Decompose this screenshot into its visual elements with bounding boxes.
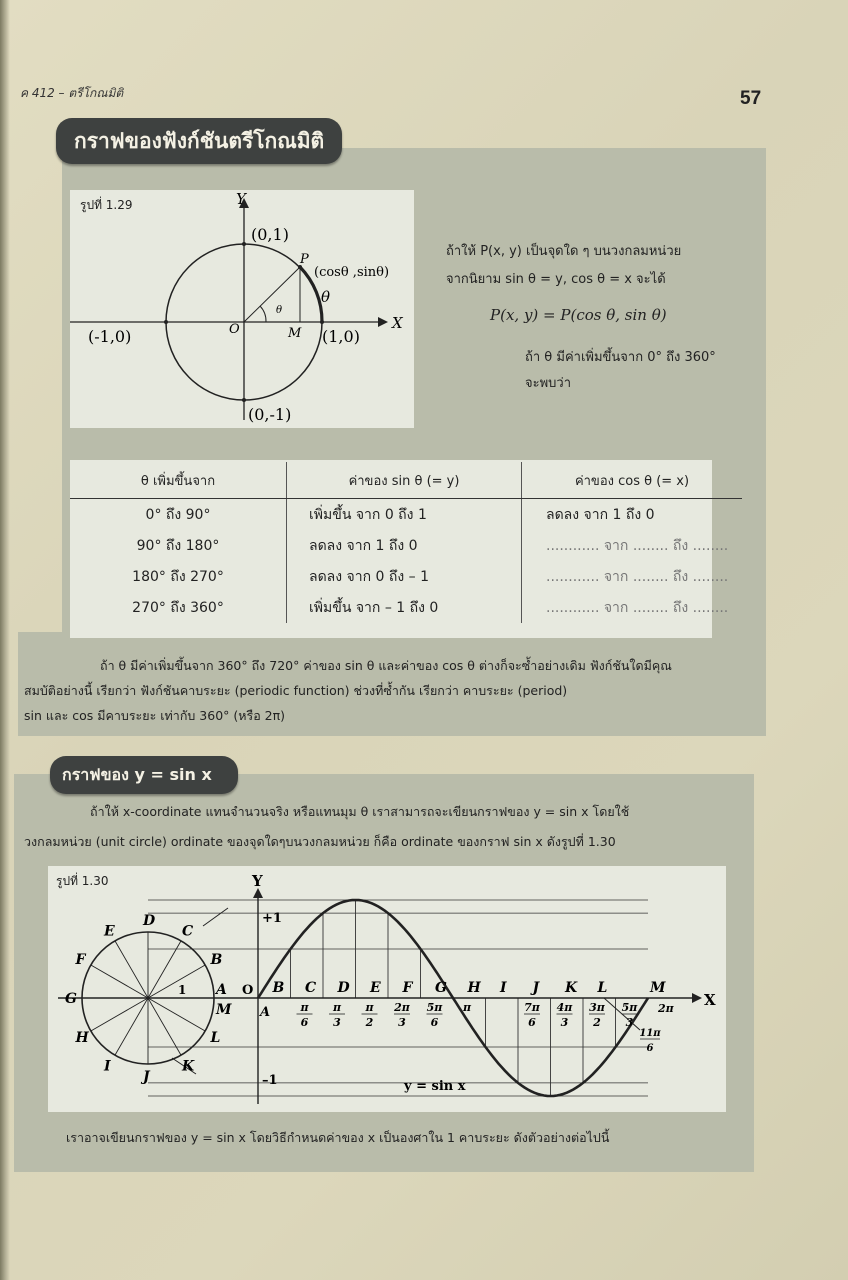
table-cell-cos: ลดลง จาก 1 ถึง 0 (546, 506, 655, 523)
tick-den: 3 (560, 1016, 569, 1029)
table-cell-theta: 90° ถึง 180° (70, 530, 287, 561)
label-origin: O (242, 983, 254, 998)
x-axis-arrow (378, 317, 388, 327)
curve-letter-d: D (337, 980, 350, 996)
s2-intro-line1: ถ้าให้ x-coordinate แทนจำนวนจริง หรือแทนมุม θ เราสามารถจะเขียนกราฟของ y = sin x โดยใช้ (90, 804, 630, 819)
point-0-neg1 (242, 398, 246, 402)
table-cell-sin: เพิ่มขึ้น จาก 0 ถึง 1 (287, 499, 522, 531)
table-cell-sin: ลดลง จาก 0 ถึง – 1 (287, 561, 522, 592)
curve-letter-j: J (532, 980, 540, 996)
circle-letter-g: G (65, 991, 77, 1007)
sine-graph-figure (48, 866, 726, 1112)
circle-letter-k: K (182, 1058, 195, 1075)
running-head: ค 412 – ตรีโกณมิติ (20, 86, 124, 100)
tick-den: 2 (593, 1016, 601, 1029)
table-cell-cos-blank: ............ จาก ........ ถึง ........ (546, 599, 729, 616)
tick-num: π (462, 1001, 472, 1014)
s1-text-line2: จากนิยาม sin θ = y, cos θ = x จะได้ (446, 272, 666, 287)
section1-title: กราฟของฟังก์ชันตรีโกณมิติ (56, 118, 342, 164)
circle-letter-b: B (210, 952, 223, 968)
figure-1-29-label: รูปที่ 1.29 (80, 198, 133, 212)
s1-text-line4: จะพบว่า (525, 376, 572, 391)
table-cell-sin: เพิ่มขึ้น จาก – 1 ถึง 0 (287, 592, 522, 623)
label-right-point: (1,0) (322, 327, 360, 346)
circle-letter-l: L (210, 1030, 221, 1046)
section2-title: กราฟของ y = sin x (50, 756, 238, 794)
table-cell-theta: 0° ถึง 90° (70, 499, 287, 531)
tick-den: 3 (398, 1016, 406, 1029)
tick-den: 6 (430, 1016, 439, 1029)
label-y-axis: Y (252, 872, 263, 890)
label-theta-angle: θ (276, 305, 283, 316)
circle-letter-e: E (104, 923, 115, 940)
tick-den: 3 (625, 1016, 634, 1029)
table-header-sin: ค่าของ sin θ (= y) (287, 462, 522, 499)
point-1-0 (320, 320, 324, 324)
tick-den: 3 (333, 1016, 341, 1029)
table-cell-cos-blank: ............ จาก ........ ถึง ........ (546, 537, 729, 554)
table-header-theta: θ เพิ่มขึ้นจาก (70, 462, 287, 499)
circle-letter-f: F (75, 952, 86, 968)
curve-letter-b: B (272, 980, 285, 996)
table-cell-theta: 270° ถึง 360° (70, 592, 287, 623)
tick-num: π (300, 1001, 309, 1014)
point-0-1 (242, 242, 246, 246)
table-row (70, 561, 742, 592)
circle-letter-a: A (216, 982, 227, 998)
s1-equation: P(x, y) = P(cos θ, sin θ) (490, 306, 667, 324)
tick-num: 7π (524, 1001, 540, 1014)
tick-den: 2 (365, 1016, 374, 1029)
radius-op (244, 267, 300, 322)
eleven-pi-six-den: 6 (646, 1043, 654, 1054)
label-m: M (288, 326, 302, 341)
circle-letter-h: H (75, 1030, 89, 1046)
curve-letter-c: C (305, 980, 317, 996)
tick-den: 6 (300, 1016, 309, 1029)
s1-text-line1: ถ้าให้ P(x, y) เป็นจุดใด ๆ บนวงกลมหน่วย (446, 244, 682, 259)
circle-letter-d: D (143, 913, 156, 929)
curve-point-letters (272, 980, 667, 996)
label-theta-arc: θ (321, 288, 331, 306)
tick-num: 2π (394, 1001, 410, 1014)
label-plus-one: +1 (262, 911, 282, 926)
label-bottom-point: (0,-1) (248, 405, 292, 424)
curve-letter-k: K (565, 980, 578, 996)
tick-num: 3π (589, 1001, 605, 1014)
s2-footer-text: เราอาจเขียนกราฟของ y = sin x โดยวิธีกำหนดค่าของ x เป็นองศาใน 1 คาบระยะ ดังตัวอย่างต่อไปนี้ (66, 1130, 610, 1145)
circle-letter-i: I (104, 1058, 111, 1075)
comparison-table (70, 462, 742, 623)
tick-num: 5π (621, 1001, 638, 1014)
circle-letter-c: C (182, 923, 194, 940)
tick-num: π (332, 1001, 342, 1014)
x-axis-arrow (692, 993, 702, 1003)
table-cell-theta: 180° ถึง 270° (70, 561, 287, 592)
c-pointer (203, 908, 228, 926)
curve-letter-h: H (467, 980, 481, 996)
s1-para-line2: สมบัติอย่างนี้ เรียกว่า ฟังก์ชันคาบระยะ (periodic function) ช่วงที่ซ้ำกัน เรียกว่า คาบระยะ (period) (24, 683, 568, 698)
curve-letter-l: L (597, 980, 608, 996)
s1-para-line1: ถ้า θ มีค่าเพิ่มขึ้นจาก 360° ถึง 720° ค่าของ sin θ และค่าของ cos θ ต่างก็จะซ้ำอย่างเดิม ฟังก์ชันใดมีคุณ (100, 658, 672, 673)
label-eleven-pi-six (639, 1028, 661, 1054)
curve-letter-g: G (435, 980, 447, 996)
s1-text-line3: ถ้า θ มีค่าเพิ่มขึ้นจาก 0° ถึง 360° (525, 350, 716, 365)
curve-letter-i: I (500, 980, 507, 996)
page-number: 57 (740, 88, 762, 109)
table-header-row (70, 462, 742, 499)
x-tick-labels (297, 1001, 639, 1029)
table-row (70, 530, 742, 561)
table-row (70, 499, 742, 531)
curve-letter-e: E (370, 980, 381, 996)
label-x-axis: X (392, 314, 403, 332)
circle-letter-m: M (216, 1002, 232, 1018)
label-two-pi: 2π (658, 1002, 674, 1015)
curve-letter-m: M (650, 980, 666, 996)
figure-1-30-label: รูปที่ 1.30 (56, 874, 109, 888)
label-left-point: (-1,0) (88, 327, 132, 346)
tick-num: 5π (426, 1001, 443, 1014)
label-curve: y = sin x (404, 1079, 466, 1094)
tick-den: 6 (528, 1016, 536, 1029)
label-minus-one: –1 (262, 1073, 278, 1088)
table-cell-sin: ลดลง จาก 1 ถึง 0 (287, 530, 522, 561)
label-axis-a: A (260, 1005, 271, 1020)
eleven-pi-six-num: 11π (639, 1028, 661, 1039)
s1-para-line3: sin และ cos มีคาบระยะ เท่ากับ 360° (หรือ 2π) (24, 708, 286, 723)
s2-intro-line2: วงกลมหน่วย (unit circle) ordinate ของจุดใดๆบนวงกลมหน่วย ก็คือ ordinate ของกราฟ sin x ดังรูปที่ 1.30 (24, 834, 616, 849)
label-top-point: (0,1) (251, 225, 289, 244)
label-x-axis: X (704, 991, 716, 1009)
circle-letter-j: J (143, 1069, 150, 1085)
label-origin: O (229, 322, 240, 337)
table-cell-cos-blank: ............ จาก ........ ถึง ........ (546, 568, 729, 585)
tick-num: 4π (556, 1001, 573, 1014)
label-p: P (300, 252, 309, 267)
point-neg1-0 (164, 320, 168, 324)
unit-circle-figure (70, 190, 414, 428)
angle-arc (260, 306, 266, 322)
label-y-axis: Y (236, 190, 246, 208)
curve-letter-f: F (402, 980, 413, 996)
page-edge-shadow (0, 0, 10, 1280)
label-radius-one: 1 (178, 983, 187, 997)
tick-num: π (365, 1001, 374, 1014)
label-p-coords: (cosθ ,sinθ) (314, 265, 390, 280)
table-header-cos: ค่าของ cos θ (= x) (522, 462, 743, 499)
table-row (70, 592, 742, 623)
